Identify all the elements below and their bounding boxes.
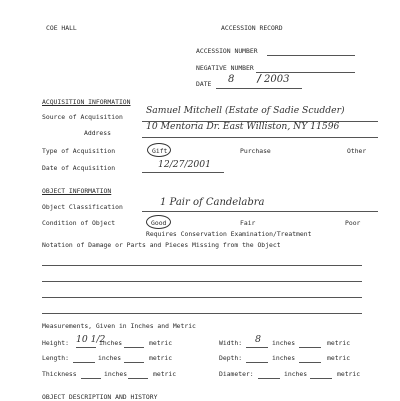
address-value: 10 Mentoria Dr. East Williston, NY 11596 xyxy=(146,121,340,132)
condition-option-fair[interactable]: Fair xyxy=(240,219,256,227)
requires-conservation-text: Requires Conservation Examination/Treatment xyxy=(146,230,312,238)
acquisition-heading: ACQUISITION INFORMATION xyxy=(42,98,131,106)
notation-line[interactable] xyxy=(42,297,362,298)
height-label: Height: xyxy=(42,339,69,347)
description-heading: OBJECT DESCRIPTION AND HISTORY xyxy=(42,393,158,401)
address-label: Address xyxy=(84,129,111,137)
acquisition-date-label: Date of Acquisition xyxy=(42,164,116,172)
date-year: 2003 xyxy=(264,74,290,85)
width-value: 8 xyxy=(255,334,262,345)
notation-line[interactable] xyxy=(42,265,362,266)
accession-number-line[interactable] xyxy=(267,55,355,56)
type-option-purchase[interactable]: Purchase xyxy=(240,147,271,155)
thickness-inches-line[interactable] xyxy=(81,378,101,379)
thickness-inches-unit: inches xyxy=(104,370,128,378)
form-title: ACCESSION RECORD xyxy=(221,24,283,32)
diameter-inches-line[interactable] xyxy=(258,378,280,379)
depth-inches-line[interactable] xyxy=(246,362,268,363)
selected-circle-mark xyxy=(146,215,171,229)
classification-value: 1 Pair of Candelabra xyxy=(160,197,265,208)
condition-option-good[interactable]: Good xyxy=(151,219,167,227)
selected-circle-mark xyxy=(147,143,171,157)
width-metric-line[interactable] xyxy=(299,347,321,348)
address-line[interactable] xyxy=(142,137,378,138)
length-inches-line[interactable] xyxy=(73,362,95,363)
acquisition-date-value: 12/27/2001 xyxy=(158,159,211,170)
height-value: 10 1/2 xyxy=(76,334,106,345)
date-label: DATE xyxy=(196,80,212,88)
condition-label: Condition of Object xyxy=(42,219,116,227)
notation-label: Notation of Damage or Parts and Pieces Missing from the Object xyxy=(42,241,281,249)
diameter-metric-line[interactable] xyxy=(310,378,332,379)
type-label: Type of Acquisition xyxy=(42,147,116,155)
measurements-heading: Measurements, Given in Inches and Metric xyxy=(42,322,196,330)
type-option-gift[interactable]: Gift xyxy=(152,147,168,155)
height-metric-line[interactable] xyxy=(124,347,144,348)
depth-metric-line[interactable] xyxy=(299,362,321,363)
diameter-metric-unit: metric xyxy=(337,370,361,378)
type-option-other[interactable]: Other xyxy=(347,147,367,155)
classification-line[interactable] xyxy=(142,211,378,212)
depth-inches-unit: inches xyxy=(272,354,296,362)
length-inches-unit: inches xyxy=(98,354,122,362)
date-slash: / xyxy=(256,72,263,85)
width-metric-unit: metric xyxy=(327,339,351,347)
diameter-label: Diameter: xyxy=(219,370,254,378)
depth-label: Depth: xyxy=(219,354,243,362)
object-heading: OBJECT INFORMATION xyxy=(42,187,112,195)
thickness-metric-line[interactable] xyxy=(128,378,148,379)
negative-number-line[interactable] xyxy=(256,72,355,73)
depth-metric-unit: metric xyxy=(327,354,351,362)
accession-number-label: ACCESSION NUMBER xyxy=(196,47,258,55)
date-month: 8 xyxy=(228,74,235,85)
acquisition-date-line[interactable] xyxy=(142,172,224,173)
classification-label: Object Classification xyxy=(42,203,123,211)
thickness-metric-unit: metric xyxy=(153,370,177,378)
notation-line[interactable] xyxy=(42,281,362,282)
org-name: COE HALL xyxy=(46,24,77,32)
width-label: Width: xyxy=(219,339,243,347)
diameter-inches-unit: inches xyxy=(284,370,308,378)
source-label: Source of Acquisition xyxy=(42,113,123,121)
width-inches-unit: inches xyxy=(272,339,296,347)
length-metric-line[interactable] xyxy=(124,362,144,363)
condition-option-poor[interactable]: Poor xyxy=(345,219,361,227)
date-line[interactable] xyxy=(216,88,302,89)
length-metric-unit: metric xyxy=(149,354,173,362)
thickness-label: Thickness xyxy=(42,370,77,378)
length-label: Length: xyxy=(42,354,69,362)
height-inches-line[interactable] xyxy=(76,347,96,348)
width-inches-line[interactable] xyxy=(246,347,268,348)
source-value: Samuel Mitchell (Estate of Sadie Scudder) xyxy=(146,105,345,116)
height-inches-unit: inches xyxy=(99,339,123,347)
notation-line[interactable] xyxy=(42,313,362,314)
negative-number-label: NEGATIVE NUMBER xyxy=(196,64,254,72)
height-metric-unit: metric xyxy=(149,339,173,347)
